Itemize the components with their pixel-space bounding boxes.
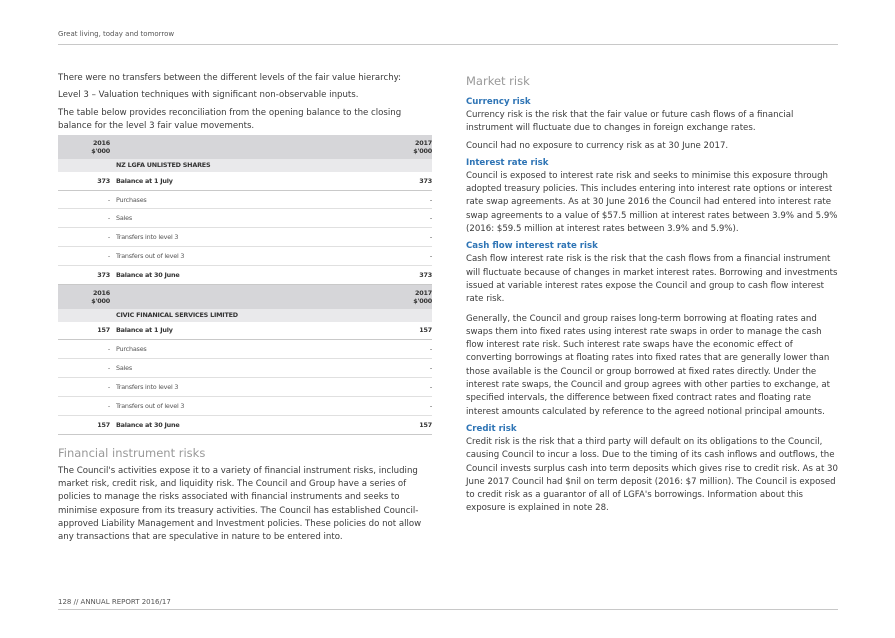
table-row: 157 Balance at 1 July 157 bbox=[58, 322, 432, 340]
interest-rate-risk-paragraph: Council is exposed to interest rate risk and seeks to minimise this exposure through adopted treasury policies. This includes entering into interest rate options or interest rate swap agreements. As at 30 June 2016 the Council had entered into interest rate swap agreements to a value of $57.5 million at interest rates between 3.9% and 5.9% (2016: $59.5 million at interest rates between 3.9% and 5.9%). bbox=[466, 170, 838, 235]
financial-instrument-risks-text: The Council's activities expose it to a variety of financial instrument risks, including market risk, credit risk, and liquidity risk. The Council and Group have a series of policies to manage the risks associated with financial instruments and seeks to minimise exposure from its treasury activities. The Council has established Council-approved Liability Management and Investment policies. These policies do not allow any transactions that are speculative in nature to be entered into. bbox=[58, 465, 422, 543]
credit-risk-paragraph: Credit risk is the risk that a third party will default on its obligations to the Council, causing Council to incur a loss. Due to the timing of its cash inflows and outflows, the Council invests surplus cash into term deposits which gives rise to credit risk. As at 30 June 2017 Council had $nil on term deposit (2016: $7 million). The Council is exposed to credit risk as a guarantor of all of LGFA's borrowings. Information about this exposure is explained in note 28. bbox=[466, 436, 838, 514]
table-row: - Transfers into level 3 - bbox=[58, 228, 432, 247]
table-row: - Transfers out of level 3 - bbox=[58, 397, 432, 416]
credit-risk-heading: Credit risk bbox=[466, 423, 517, 434]
entity-name: NZ LGFA UNLISTED SHARES bbox=[110, 159, 372, 172]
cash-flow-risk-paragraph-1: Cash flow interest rate risk is the risk that the cash flows from a financial instrument will fluctuate because of changes in market interest rates. Borrowing and investments issued at variable interest rates expose the Council and group to cash flow interest rate risk. bbox=[466, 254, 838, 305]
table-row: - Transfers out of level 3 - bbox=[58, 247, 432, 266]
intro-paragraph-2: Level 3 – Valuation techniques with significant non-observable inputs. bbox=[58, 90, 359, 101]
table-row: 373 Balance at 30 June 373 bbox=[58, 266, 432, 285]
reconciliation-table-lgfa bbox=[58, 135, 432, 285]
footer-divider bbox=[58, 609, 838, 610]
running-header: Great living, today and tomorrow bbox=[58, 30, 175, 38]
currency-risk-heading: Currency risk bbox=[466, 97, 531, 107]
year-right-header: 2017 $'000 bbox=[372, 135, 432, 159]
currency-risk-paragraph-1: Currency risk is the risk that the fair value or future cash flows of a financial instrument will fluctuate due to changes in foreign exchange rates. bbox=[466, 110, 794, 134]
table-row: - Purchases - bbox=[58, 190, 432, 209]
right-column bbox=[466, 72, 838, 516]
table-header-row bbox=[58, 135, 432, 159]
table-header-row bbox=[58, 285, 432, 309]
cash-flow-risk-heading: Cash flow interest rate risk bbox=[466, 241, 598, 252]
intro-paragraph-3: The table below provides reconciliation from the opening balance to the closing balance for the level 3 fair value movements. bbox=[58, 107, 402, 131]
cash-flow-risk-paragraph-2: Generally, the Council and group raises long-term borrowing at floating rates and swaps them into fixed rates using interest rate swaps in order to manage the cash flow interest rate risk. Such interest rate swaps have the economic effect of converting borrowings at floating rates into fixed rates that are generally lower than those available is the Council or group borrowed at fixed rates directly. Under the interest rate swaps, the Council and group agrees with other parties to exchange, at specified intervals, the difference between fixed contract rates and floating rate interest amounts calculated by reference to the agreed notional principal amounts. bbox=[466, 313, 830, 417]
table-row: - Sales - bbox=[58, 209, 432, 228]
page-footer: 128 // ANNUAL REPORT 2016/17 bbox=[58, 598, 171, 606]
table-row: 373 Balance at 1 July 373 bbox=[58, 172, 432, 190]
table-row: - Transfers into level 3 - bbox=[58, 378, 432, 397]
left-column bbox=[58, 72, 432, 545]
interest-rate-risk-heading: Interest rate risk bbox=[466, 157, 549, 168]
table-row: 157 Balance at 30 June 157 bbox=[58, 415, 432, 434]
financial-instrument-risks-title: Financial instrument risks bbox=[58, 445, 206, 460]
market-risk-title: Market risk bbox=[466, 74, 530, 88]
entity-row bbox=[58, 309, 432, 322]
reconciliation-table-civic bbox=[58, 285, 432, 435]
entity-row bbox=[58, 159, 432, 172]
entity-name: CIVIC FINANICAL SERVICES LIMITED bbox=[110, 309, 372, 322]
header-divider bbox=[58, 44, 838, 45]
table-row: - Purchases - bbox=[58, 340, 432, 359]
currency-risk-paragraph-2: Council had no exposure to currency risk as at 30 June 2017. bbox=[466, 140, 729, 151]
year-left-header: 2016 $'000 bbox=[58, 285, 110, 309]
year-left-header: 2016 $'000 bbox=[58, 135, 110, 159]
intro-paragraph-1: There were no transfers between the different levels of the fair value hierarchy: bbox=[58, 73, 402, 83]
table-row: - Sales - bbox=[58, 359, 432, 378]
year-right-header: 2017 $'000 bbox=[372, 285, 432, 309]
